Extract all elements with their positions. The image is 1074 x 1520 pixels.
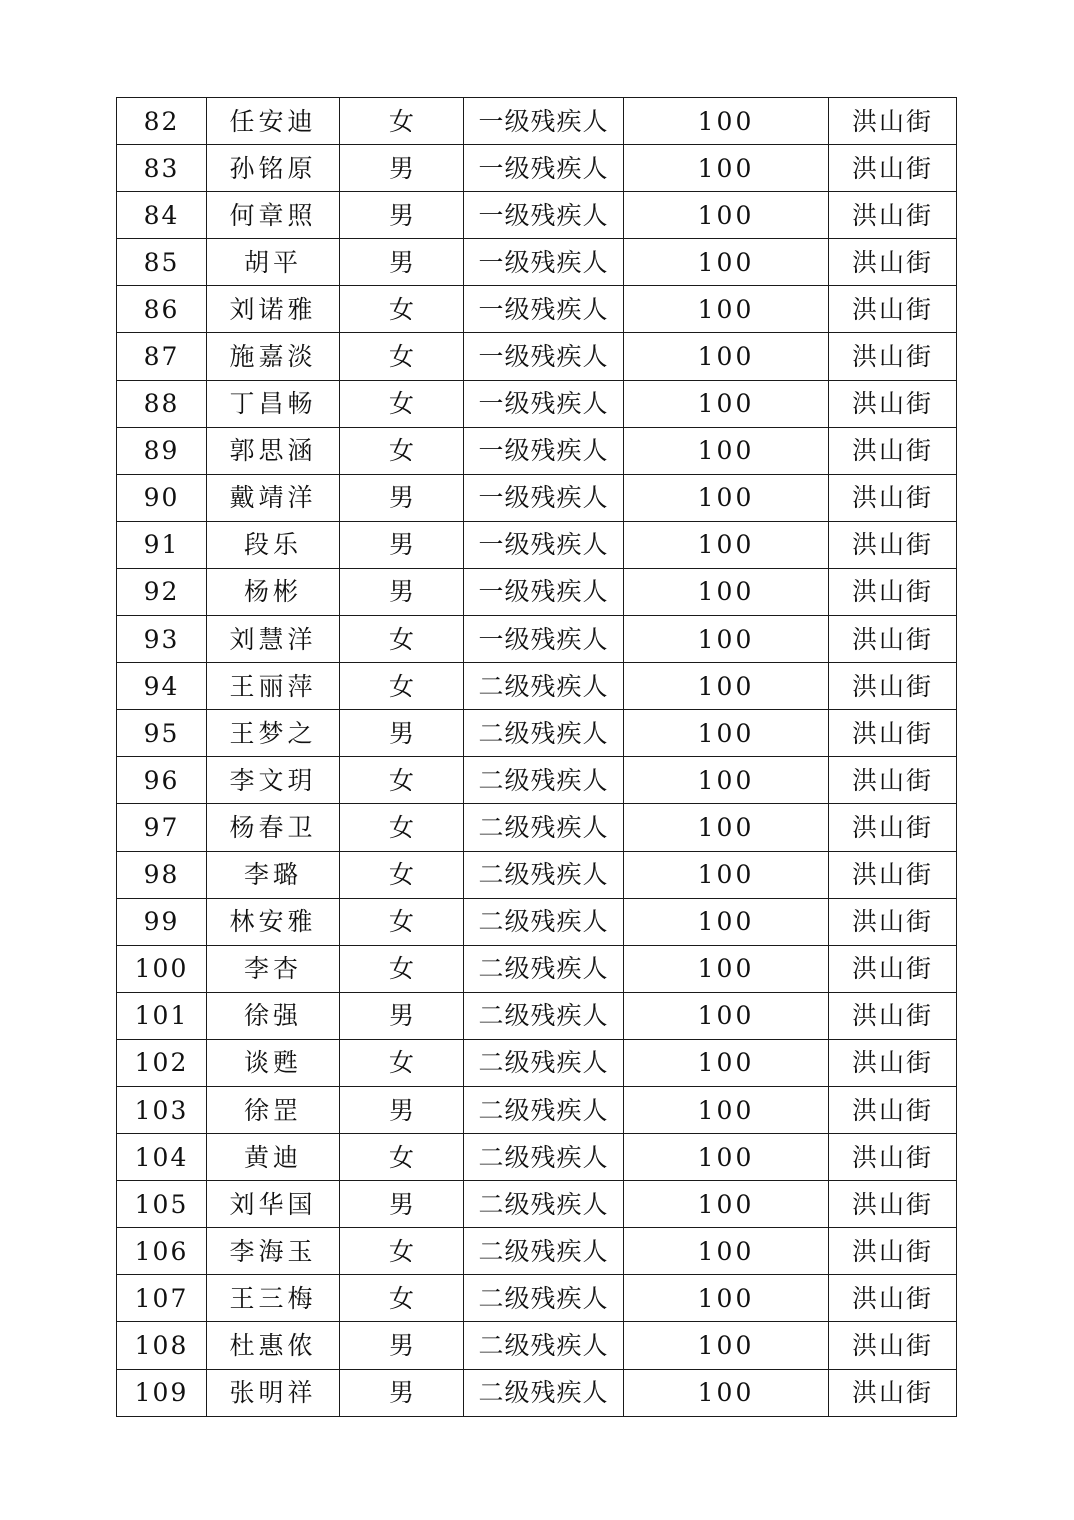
amount-cell: 100 — [624, 145, 829, 192]
table-row — [117, 1134, 957, 1181]
table-row — [117, 1322, 957, 1369]
row-number-cell: 83 — [117, 145, 207, 192]
name-cell: 李杏 — [207, 945, 340, 992]
name-cell: 刘慧洋 — [207, 616, 340, 663]
name-cell: 丁昌畅 — [207, 380, 340, 427]
amount-cell: 100 — [624, 710, 829, 757]
street-cell: 洪山街 — [829, 1322, 957, 1369]
disability-level-cell: 二级残疾人 — [464, 1228, 624, 1275]
amount-cell: 100 — [624, 945, 829, 992]
amount-cell: 100 — [624, 192, 829, 239]
gender-cell: 男 — [340, 1369, 464, 1416]
disability-level-cell: 一级残疾人 — [464, 568, 624, 615]
table-row — [117, 98, 957, 145]
disability-level-cell: 一级残疾人 — [464, 286, 624, 333]
disability-level-cell: 一级残疾人 — [464, 239, 624, 286]
row-number-cell: 99 — [117, 898, 207, 945]
row-number-cell: 106 — [117, 1228, 207, 1275]
amount-cell: 100 — [624, 1322, 829, 1369]
table-row — [117, 1369, 957, 1416]
disability-level-cell: 二级残疾人 — [464, 851, 624, 898]
table-row — [117, 945, 957, 992]
gender-cell: 女 — [340, 757, 464, 804]
disability-level-cell: 二级残疾人 — [464, 992, 624, 1039]
gender-cell: 女 — [340, 898, 464, 945]
row-number-cell: 101 — [117, 992, 207, 1039]
table-row — [117, 380, 957, 427]
row-number-cell: 93 — [117, 616, 207, 663]
street-cell: 洪山街 — [829, 192, 957, 239]
amount-cell: 100 — [624, 1181, 829, 1228]
street-cell: 洪山街 — [829, 1181, 957, 1228]
disability-level-cell: 一级残疾人 — [464, 145, 624, 192]
disability-level-cell: 二级残疾人 — [464, 1181, 624, 1228]
row-number-cell: 84 — [117, 192, 207, 239]
street-cell: 洪山街 — [829, 945, 957, 992]
disability-level-cell: 二级残疾人 — [464, 804, 624, 851]
row-number-cell: 104 — [117, 1134, 207, 1181]
roster-table — [116, 97, 957, 1417]
name-cell: 徐强 — [207, 992, 340, 1039]
amount-cell: 100 — [624, 663, 829, 710]
street-cell: 洪山街 — [829, 474, 957, 521]
name-cell: 李璐 — [207, 851, 340, 898]
disability-level-cell: 一级残疾人 — [464, 427, 624, 474]
amount-cell: 100 — [624, 898, 829, 945]
gender-cell: 女 — [340, 427, 464, 474]
row-number-cell: 103 — [117, 1086, 207, 1133]
amount-cell: 100 — [624, 427, 829, 474]
street-cell: 洪山街 — [829, 568, 957, 615]
amount-cell: 100 — [624, 286, 829, 333]
name-cell: 郭思涵 — [207, 427, 340, 474]
name-cell: 孙铭原 — [207, 145, 340, 192]
name-cell: 段乐 — [207, 521, 340, 568]
table-row — [117, 1039, 957, 1086]
street-cell: 洪山街 — [829, 521, 957, 568]
row-number-cell: 90 — [117, 474, 207, 521]
gender-cell: 女 — [340, 1039, 464, 1086]
street-cell: 洪山街 — [829, 898, 957, 945]
gender-cell: 男 — [340, 568, 464, 615]
row-number-cell: 102 — [117, 1039, 207, 1086]
row-number-cell: 87 — [117, 333, 207, 380]
amount-cell: 100 — [624, 98, 829, 145]
gender-cell: 女 — [340, 804, 464, 851]
row-number-cell: 89 — [117, 427, 207, 474]
table-row — [117, 804, 957, 851]
row-number-cell: 96 — [117, 757, 207, 804]
amount-cell: 100 — [624, 568, 829, 615]
name-cell: 林安雅 — [207, 898, 340, 945]
street-cell: 洪山街 — [829, 851, 957, 898]
gender-cell: 女 — [340, 1228, 464, 1275]
name-cell: 施嘉淡 — [207, 333, 340, 380]
name-cell: 张明祥 — [207, 1369, 340, 1416]
amount-cell: 100 — [624, 521, 829, 568]
disability-level-cell: 一级残疾人 — [464, 521, 624, 568]
table-row — [117, 145, 957, 192]
table-row — [117, 239, 957, 286]
disability-level-cell: 二级残疾人 — [464, 1275, 624, 1322]
table-row — [117, 286, 957, 333]
amount-cell: 100 — [624, 1228, 829, 1275]
name-cell: 谈甦 — [207, 1039, 340, 1086]
street-cell: 洪山街 — [829, 663, 957, 710]
gender-cell: 男 — [340, 145, 464, 192]
disability-level-cell: 二级残疾人 — [464, 1086, 624, 1133]
name-cell: 王梦之 — [207, 710, 340, 757]
gender-cell: 女 — [340, 851, 464, 898]
gender-cell: 女 — [340, 380, 464, 427]
gender-cell: 女 — [340, 333, 464, 380]
name-cell: 徐罡 — [207, 1086, 340, 1133]
street-cell: 洪山街 — [829, 1275, 957, 1322]
name-cell: 杨彬 — [207, 568, 340, 615]
row-number-cell: 88 — [117, 380, 207, 427]
street-cell: 洪山街 — [829, 1228, 957, 1275]
row-number-cell: 109 — [117, 1369, 207, 1416]
disability-level-cell: 二级残疾人 — [464, 663, 624, 710]
row-number-cell: 95 — [117, 710, 207, 757]
disability-level-cell: 二级残疾人 — [464, 945, 624, 992]
gender-cell: 女 — [340, 616, 464, 663]
street-cell: 洪山街 — [829, 1086, 957, 1133]
name-cell: 王三梅 — [207, 1275, 340, 1322]
row-number-cell: 105 — [117, 1181, 207, 1228]
name-cell: 戴靖洋 — [207, 474, 340, 521]
gender-cell: 男 — [340, 1181, 464, 1228]
row-number-cell: 97 — [117, 804, 207, 851]
gender-cell: 女 — [340, 286, 464, 333]
gender-cell: 女 — [340, 1134, 464, 1181]
street-cell: 洪山街 — [829, 286, 957, 333]
amount-cell: 100 — [624, 1134, 829, 1181]
table-row — [117, 851, 957, 898]
row-number-cell: 94 — [117, 663, 207, 710]
gender-cell: 男 — [340, 521, 464, 568]
disability-level-cell: 二级残疾人 — [464, 1039, 624, 1086]
amount-cell: 100 — [624, 333, 829, 380]
table-row — [117, 992, 957, 1039]
disability-level-cell: 一级残疾人 — [464, 192, 624, 239]
amount-cell: 100 — [624, 1369, 829, 1416]
name-cell: 李文玥 — [207, 757, 340, 804]
row-number-cell: 100 — [117, 945, 207, 992]
gender-cell: 男 — [340, 1086, 464, 1133]
amount-cell: 100 — [624, 1086, 829, 1133]
table-row — [117, 521, 957, 568]
street-cell: 洪山街 — [829, 145, 957, 192]
disability-level-cell: 一级残疾人 — [464, 474, 624, 521]
street-cell: 洪山街 — [829, 710, 957, 757]
disability-level-cell: 二级残疾人 — [464, 1134, 624, 1181]
table-row — [117, 663, 957, 710]
name-cell: 何章照 — [207, 192, 340, 239]
table-row — [117, 333, 957, 380]
disability-level-cell: 二级残疾人 — [464, 757, 624, 804]
name-cell: 刘华国 — [207, 1181, 340, 1228]
name-cell: 刘诺雅 — [207, 286, 340, 333]
disability-level-cell: 一级残疾人 — [464, 333, 624, 380]
name-cell: 王丽萍 — [207, 663, 340, 710]
disability-level-cell: 二级残疾人 — [464, 1322, 624, 1369]
street-cell: 洪山街 — [829, 1369, 957, 1416]
disability-level-cell: 一级残疾人 — [464, 380, 624, 427]
row-number-cell: 107 — [117, 1275, 207, 1322]
amount-cell: 100 — [624, 851, 829, 898]
gender-cell: 男 — [340, 1322, 464, 1369]
amount-cell: 100 — [624, 474, 829, 521]
gender-cell: 女 — [340, 945, 464, 992]
row-number-cell: 85 — [117, 239, 207, 286]
street-cell: 洪山街 — [829, 1134, 957, 1181]
disability-level-cell: 二级残疾人 — [464, 1369, 624, 1416]
table-row — [117, 898, 957, 945]
table-row — [117, 192, 957, 239]
street-cell: 洪山街 — [829, 427, 957, 474]
gender-cell: 男 — [340, 192, 464, 239]
amount-cell: 100 — [624, 380, 829, 427]
table-row — [117, 568, 957, 615]
disability-level-cell: 二级残疾人 — [464, 898, 624, 945]
street-cell: 洪山街 — [829, 757, 957, 804]
amount-cell: 100 — [624, 804, 829, 851]
row-number-cell: 82 — [117, 98, 207, 145]
disability-level-cell: 一级残疾人 — [464, 616, 624, 663]
table-row — [117, 474, 957, 521]
name-cell: 杜惠侬 — [207, 1322, 340, 1369]
table-row — [117, 616, 957, 663]
disability-level-cell: 一级残疾人 — [464, 98, 624, 145]
amount-cell: 100 — [624, 1275, 829, 1322]
table-row — [117, 1275, 957, 1322]
roster-table-body — [117, 98, 957, 1417]
row-number-cell: 86 — [117, 286, 207, 333]
name-cell: 任安迪 — [207, 98, 340, 145]
street-cell: 洪山街 — [829, 380, 957, 427]
gender-cell: 女 — [340, 98, 464, 145]
amount-cell: 100 — [624, 992, 829, 1039]
gender-cell: 女 — [340, 663, 464, 710]
street-cell: 洪山街 — [829, 333, 957, 380]
gender-cell: 男 — [340, 474, 464, 521]
street-cell: 洪山街 — [829, 239, 957, 286]
street-cell: 洪山街 — [829, 992, 957, 1039]
name-cell: 李海玉 — [207, 1228, 340, 1275]
street-cell: 洪山街 — [829, 804, 957, 851]
table-row — [117, 757, 957, 804]
gender-cell: 男 — [340, 710, 464, 757]
amount-cell: 100 — [624, 616, 829, 663]
row-number-cell: 91 — [117, 521, 207, 568]
row-number-cell: 98 — [117, 851, 207, 898]
row-number-cell: 108 — [117, 1322, 207, 1369]
gender-cell: 男 — [340, 239, 464, 286]
row-number-cell: 92 — [117, 568, 207, 615]
name-cell: 黄迪 — [207, 1134, 340, 1181]
street-cell: 洪山街 — [829, 616, 957, 663]
table-row — [117, 427, 957, 474]
table-row — [117, 1181, 957, 1228]
amount-cell: 100 — [624, 239, 829, 286]
name-cell: 胡平 — [207, 239, 340, 286]
gender-cell: 男 — [340, 992, 464, 1039]
amount-cell: 100 — [624, 757, 829, 804]
table-row — [117, 1086, 957, 1133]
street-cell: 洪山街 — [829, 98, 957, 145]
gender-cell: 女 — [340, 1275, 464, 1322]
street-cell: 洪山街 — [829, 1039, 957, 1086]
disability-level-cell: 二级残疾人 — [464, 710, 624, 757]
amount-cell: 100 — [624, 1039, 829, 1086]
table-row — [117, 1228, 957, 1275]
table-row — [117, 710, 957, 757]
name-cell: 杨春卫 — [207, 804, 340, 851]
